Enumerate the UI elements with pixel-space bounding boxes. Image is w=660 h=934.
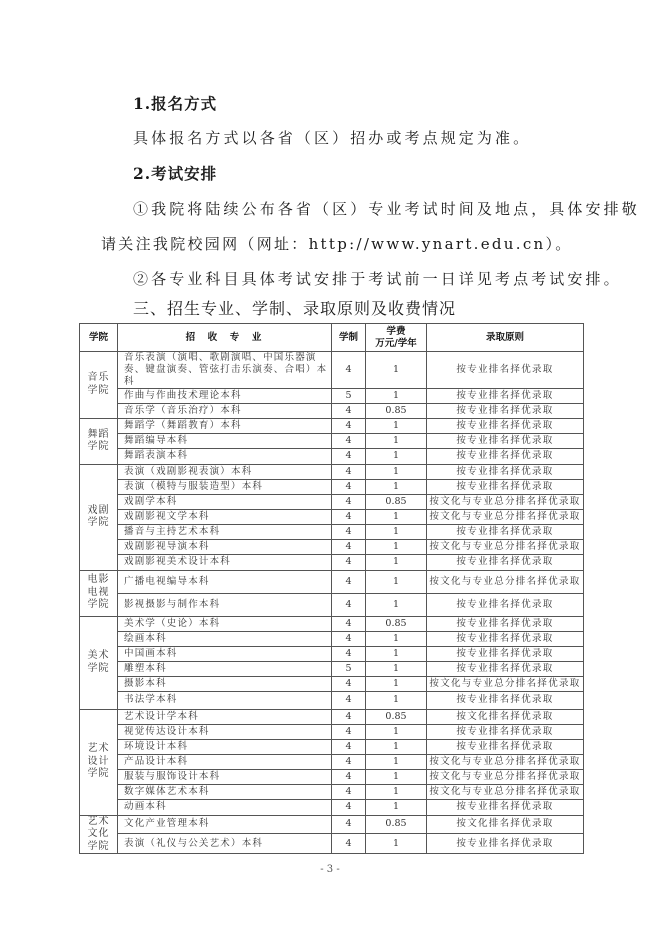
duration-cell: 4 bbox=[332, 724, 366, 739]
table-row bbox=[80, 754, 584, 769]
major-cell: 视觉传达设计本科 bbox=[118, 724, 332, 739]
table-row bbox=[80, 524, 584, 539]
principle-cell: 按专业排名择优录取 bbox=[427, 691, 584, 709]
principle-cell: 按专业排名择优录取 bbox=[427, 448, 584, 464]
fee-cell: 1 bbox=[366, 433, 427, 448]
major-cell: 戏剧影视文学本科 bbox=[118, 509, 332, 524]
major-cell: 中国画本科 bbox=[118, 646, 332, 661]
header-fee-line1: 学费 bbox=[386, 325, 406, 337]
duration-cell: 4 bbox=[332, 799, 366, 815]
duration-cell: 4 bbox=[332, 593, 366, 616]
admission-table bbox=[79, 323, 584, 854]
principle-cell: 按文化与专业总分排名择优录取 bbox=[427, 509, 584, 524]
table-row bbox=[80, 815, 584, 833]
table-row bbox=[80, 509, 584, 524]
fee-cell: 1 bbox=[366, 646, 427, 661]
table-row bbox=[80, 352, 584, 389]
major-cell: 音乐表演（演唱、歌剧演唱、中国乐器演奏、键盘演奏、管弦打击乐演奏、合唱）本科 bbox=[118, 352, 332, 389]
table-row bbox=[80, 709, 584, 724]
table-row bbox=[80, 433, 584, 448]
principle-cell: 按专业排名择优录取 bbox=[427, 554, 584, 570]
duration-cell: 4 bbox=[332, 754, 366, 769]
principle-cell: 按专业排名择优录取 bbox=[427, 631, 584, 646]
table-body bbox=[80, 352, 584, 854]
table-row bbox=[80, 691, 584, 709]
major-cell: 舞蹈编导本科 bbox=[118, 433, 332, 448]
principle-cell: 按专业排名择优录取 bbox=[427, 352, 584, 389]
principle-cell: 按专业排名择优录取 bbox=[427, 724, 584, 739]
duration-cell: 4 bbox=[332, 524, 366, 539]
paragraph-exam-1-line2: 请关注我院校园网（网址：http://www.ynart.edu.cn）。 bbox=[101, 235, 573, 253]
table-row bbox=[80, 448, 584, 464]
principle-cell: 按专业排名择优录取 bbox=[427, 593, 584, 616]
fee-cell: 1 bbox=[366, 724, 427, 739]
fee-cell: 1 bbox=[366, 631, 427, 646]
table-row bbox=[80, 646, 584, 661]
principle-cell: 按专业排名择优录取 bbox=[427, 524, 584, 539]
principle-cell: 按文化排名择优录取 bbox=[427, 709, 584, 724]
principle-cell: 按专业排名择优录取 bbox=[427, 433, 584, 448]
fee-cell: 1 bbox=[366, 570, 427, 593]
table-row bbox=[80, 494, 584, 509]
table-row bbox=[80, 631, 584, 646]
principle-cell: 按专业排名择优录取 bbox=[427, 479, 584, 494]
fee-cell: 1 bbox=[366, 479, 427, 494]
paragraph-exam-1-line1: ①我院将陆续公布各省（区）专业考试时间及地点，具体安排敬 bbox=[133, 200, 640, 218]
duration-cell: 4 bbox=[332, 539, 366, 554]
duration-cell: 4 bbox=[332, 464, 366, 479]
paragraph-exam-2: ②各专业科目具体考试安排于考试前一日详见考点考试安排。 bbox=[133, 270, 622, 288]
duration-cell: 4 bbox=[332, 494, 366, 509]
major-cell: 戏剧学本科 bbox=[118, 494, 332, 509]
fee-cell: 1 bbox=[366, 661, 427, 676]
principle-cell: 按专业排名择优录取 bbox=[427, 388, 584, 403]
college-cell-film-tv: 电影电视学院 bbox=[80, 570, 118, 616]
fee-cell: 1 bbox=[366, 739, 427, 754]
duration-cell: 4 bbox=[332, 676, 366, 691]
table-row bbox=[80, 418, 584, 433]
principle-cell: 按专业排名择优录取 bbox=[427, 739, 584, 754]
principle-cell: 按专业排名择优录取 bbox=[427, 661, 584, 676]
principle-cell: 按文化与专业总分排名择优录取 bbox=[427, 539, 584, 554]
fee-cell: 0.85 bbox=[366, 709, 427, 724]
duration-cell: 4 bbox=[332, 769, 366, 784]
fee-cell: 1 bbox=[366, 418, 427, 433]
college-cell-music: 音乐学院 bbox=[80, 352, 118, 419]
duration-cell: 4 bbox=[332, 691, 366, 709]
table-row bbox=[80, 833, 584, 853]
table-row bbox=[80, 554, 584, 570]
fee-cell: 0.85 bbox=[366, 815, 427, 833]
duration-cell: 5 bbox=[332, 388, 366, 403]
major-cell: 数字媒体艺术本科 bbox=[118, 784, 332, 799]
fee-cell: 0.85 bbox=[366, 494, 427, 509]
major-cell: 影视摄影与制作本科 bbox=[118, 593, 332, 616]
principle-cell: 按文化与专业总分排名择优录取 bbox=[427, 784, 584, 799]
fee-cell: 0.85 bbox=[366, 403, 427, 418]
paragraph-registration: 具体报名方式以各省（区）招办或考点规定为准。 bbox=[133, 129, 532, 147]
table-row bbox=[80, 799, 584, 815]
section-title: 三、招生专业、学制、录取原则及收费情况 bbox=[133, 299, 457, 318]
major-cell: 戏剧影视美术设计本科 bbox=[118, 554, 332, 570]
major-cell: 产品设计本科 bbox=[118, 754, 332, 769]
principle-cell: 按文化与专业总分排名择优录取 bbox=[427, 754, 584, 769]
major-cell: 雕塑本科 bbox=[118, 661, 332, 676]
table-row bbox=[80, 403, 584, 418]
duration-cell: 4 bbox=[332, 479, 366, 494]
fee-cell: 1 bbox=[366, 554, 427, 570]
table-header-row bbox=[80, 324, 584, 352]
duration-cell: 4 bbox=[332, 739, 366, 754]
major-cell: 表演（模特与服装造型）本科 bbox=[118, 479, 332, 494]
major-cell: 书法学本科 bbox=[118, 691, 332, 709]
duration-cell: 4 bbox=[332, 784, 366, 799]
principle-cell: 按专业排名择优录取 bbox=[427, 833, 584, 853]
duration-cell: 4 bbox=[332, 448, 366, 464]
major-cell: 音乐学（音乐治疗）本科 bbox=[118, 403, 332, 418]
header-college: 学院 bbox=[80, 324, 118, 352]
fee-cell: 1 bbox=[366, 833, 427, 853]
table-row bbox=[80, 784, 584, 799]
college-cell-drama: 戏剧学院 bbox=[80, 464, 118, 570]
table-row bbox=[80, 479, 584, 494]
duration-cell: 4 bbox=[332, 709, 366, 724]
header-major: 招 收 专 业 bbox=[118, 324, 332, 352]
table-row bbox=[80, 388, 584, 403]
fee-cell: 1 bbox=[366, 799, 427, 815]
major-cell: 服装与服饰设计本科 bbox=[118, 769, 332, 784]
duration-cell: 4 bbox=[332, 616, 366, 631]
principle-cell: 按专业排名择优录取 bbox=[427, 418, 584, 433]
duration-cell: 4 bbox=[332, 509, 366, 524]
major-cell: 文化产业管理本科 bbox=[118, 815, 332, 833]
table-row bbox=[80, 616, 584, 631]
college-cell-art-culture: 艺术文化学院 bbox=[80, 815, 118, 854]
fee-cell: 1 bbox=[366, 593, 427, 616]
fee-cell: 1 bbox=[366, 676, 427, 691]
major-cell: 舞蹈学（舞蹈教育）本科 bbox=[118, 418, 332, 433]
fee-cell: 1 bbox=[366, 448, 427, 464]
heading-exam-arrangement: 2.考试安排 bbox=[133, 164, 218, 183]
major-cell: 摄影本科 bbox=[118, 676, 332, 691]
fee-cell: 1 bbox=[366, 352, 427, 389]
principle-cell: 按文化与专业总分排名择优录取 bbox=[427, 494, 584, 509]
principle-cell: 按文化与专业总分排名择优录取 bbox=[427, 769, 584, 784]
fee-cell: 1 bbox=[366, 464, 427, 479]
major-cell: 表演（戏剧影视表演）本科 bbox=[118, 464, 332, 479]
header-duration: 学制 bbox=[332, 324, 366, 352]
duration-cell: 4 bbox=[332, 815, 366, 833]
major-cell: 环境设计本科 bbox=[118, 739, 332, 754]
table-row bbox=[80, 464, 584, 479]
duration-cell: 4 bbox=[332, 418, 366, 433]
major-cell: 动画本科 bbox=[118, 799, 332, 815]
major-cell: 广播电视编导本科 bbox=[118, 570, 332, 593]
principle-cell: 按专业排名择优录取 bbox=[427, 616, 584, 631]
duration-cell: 4 bbox=[332, 352, 366, 389]
principle-cell: 按文化与专业总分排名择优录取 bbox=[427, 570, 584, 593]
major-cell: 表演（礼仪与公关艺术）本科 bbox=[118, 833, 332, 853]
duration-cell: 4 bbox=[332, 554, 366, 570]
table-row bbox=[80, 739, 584, 754]
table-row bbox=[80, 769, 584, 784]
major-cell: 舞蹈表演本科 bbox=[118, 448, 332, 464]
major-cell: 美术学（史论）本科 bbox=[118, 616, 332, 631]
principle-cell: 按文化与专业总分排名择优录取 bbox=[427, 676, 584, 691]
duration-cell: 4 bbox=[332, 433, 366, 448]
principle-cell: 按文化排名择优录取 bbox=[427, 815, 584, 833]
college-cell-dance: 舞蹈学院 bbox=[80, 418, 118, 464]
major-cell: 艺术设计学本科 bbox=[118, 709, 332, 724]
fee-cell: 1 bbox=[366, 509, 427, 524]
table-row bbox=[80, 539, 584, 554]
major-cell: 绘画本科 bbox=[118, 631, 332, 646]
fee-cell: 1 bbox=[366, 769, 427, 784]
heading-registration: 1.报名方式 bbox=[133, 94, 218, 113]
table-row bbox=[80, 593, 584, 616]
fee-cell: 1 bbox=[366, 524, 427, 539]
fee-cell: 1 bbox=[366, 754, 427, 769]
fee-cell: 1 bbox=[366, 691, 427, 709]
table-row bbox=[80, 661, 584, 676]
college-cell-fine-arts: 美术学院 bbox=[80, 616, 118, 709]
fee-cell: 1 bbox=[366, 388, 427, 403]
fee-cell: 1 bbox=[366, 539, 427, 554]
principle-cell: 按专业排名择优录取 bbox=[427, 646, 584, 661]
duration-cell: 4 bbox=[332, 631, 366, 646]
header-fee bbox=[366, 324, 427, 352]
principle-cell: 按专业排名择优录取 bbox=[427, 799, 584, 815]
principle-cell: 按专业排名择优录取 bbox=[427, 403, 584, 418]
header-principle: 录取原则 bbox=[427, 324, 584, 352]
table-row bbox=[80, 570, 584, 593]
duration-cell: 5 bbox=[332, 661, 366, 676]
major-cell: 戏剧影视导演本科 bbox=[118, 539, 332, 554]
table-row bbox=[80, 724, 584, 739]
table-row bbox=[80, 676, 584, 691]
duration-cell: 4 bbox=[332, 833, 366, 853]
fee-cell: 1 bbox=[366, 784, 427, 799]
major-cell: 作曲与作曲技术理论本科 bbox=[118, 388, 332, 403]
principle-cell: 按专业排名择优录取 bbox=[427, 464, 584, 479]
page-number: - 3 - bbox=[320, 864, 340, 875]
duration-cell: 4 bbox=[332, 570, 366, 593]
college-cell-art-design: 艺术设计学院 bbox=[80, 709, 118, 815]
fee-cell: 0.85 bbox=[366, 616, 427, 631]
duration-cell: 4 bbox=[332, 403, 366, 418]
header-fee-line2: 万元/学年 bbox=[375, 337, 417, 349]
major-cell: 播音与主持艺术本科 bbox=[118, 524, 332, 539]
duration-cell: 4 bbox=[332, 646, 366, 661]
